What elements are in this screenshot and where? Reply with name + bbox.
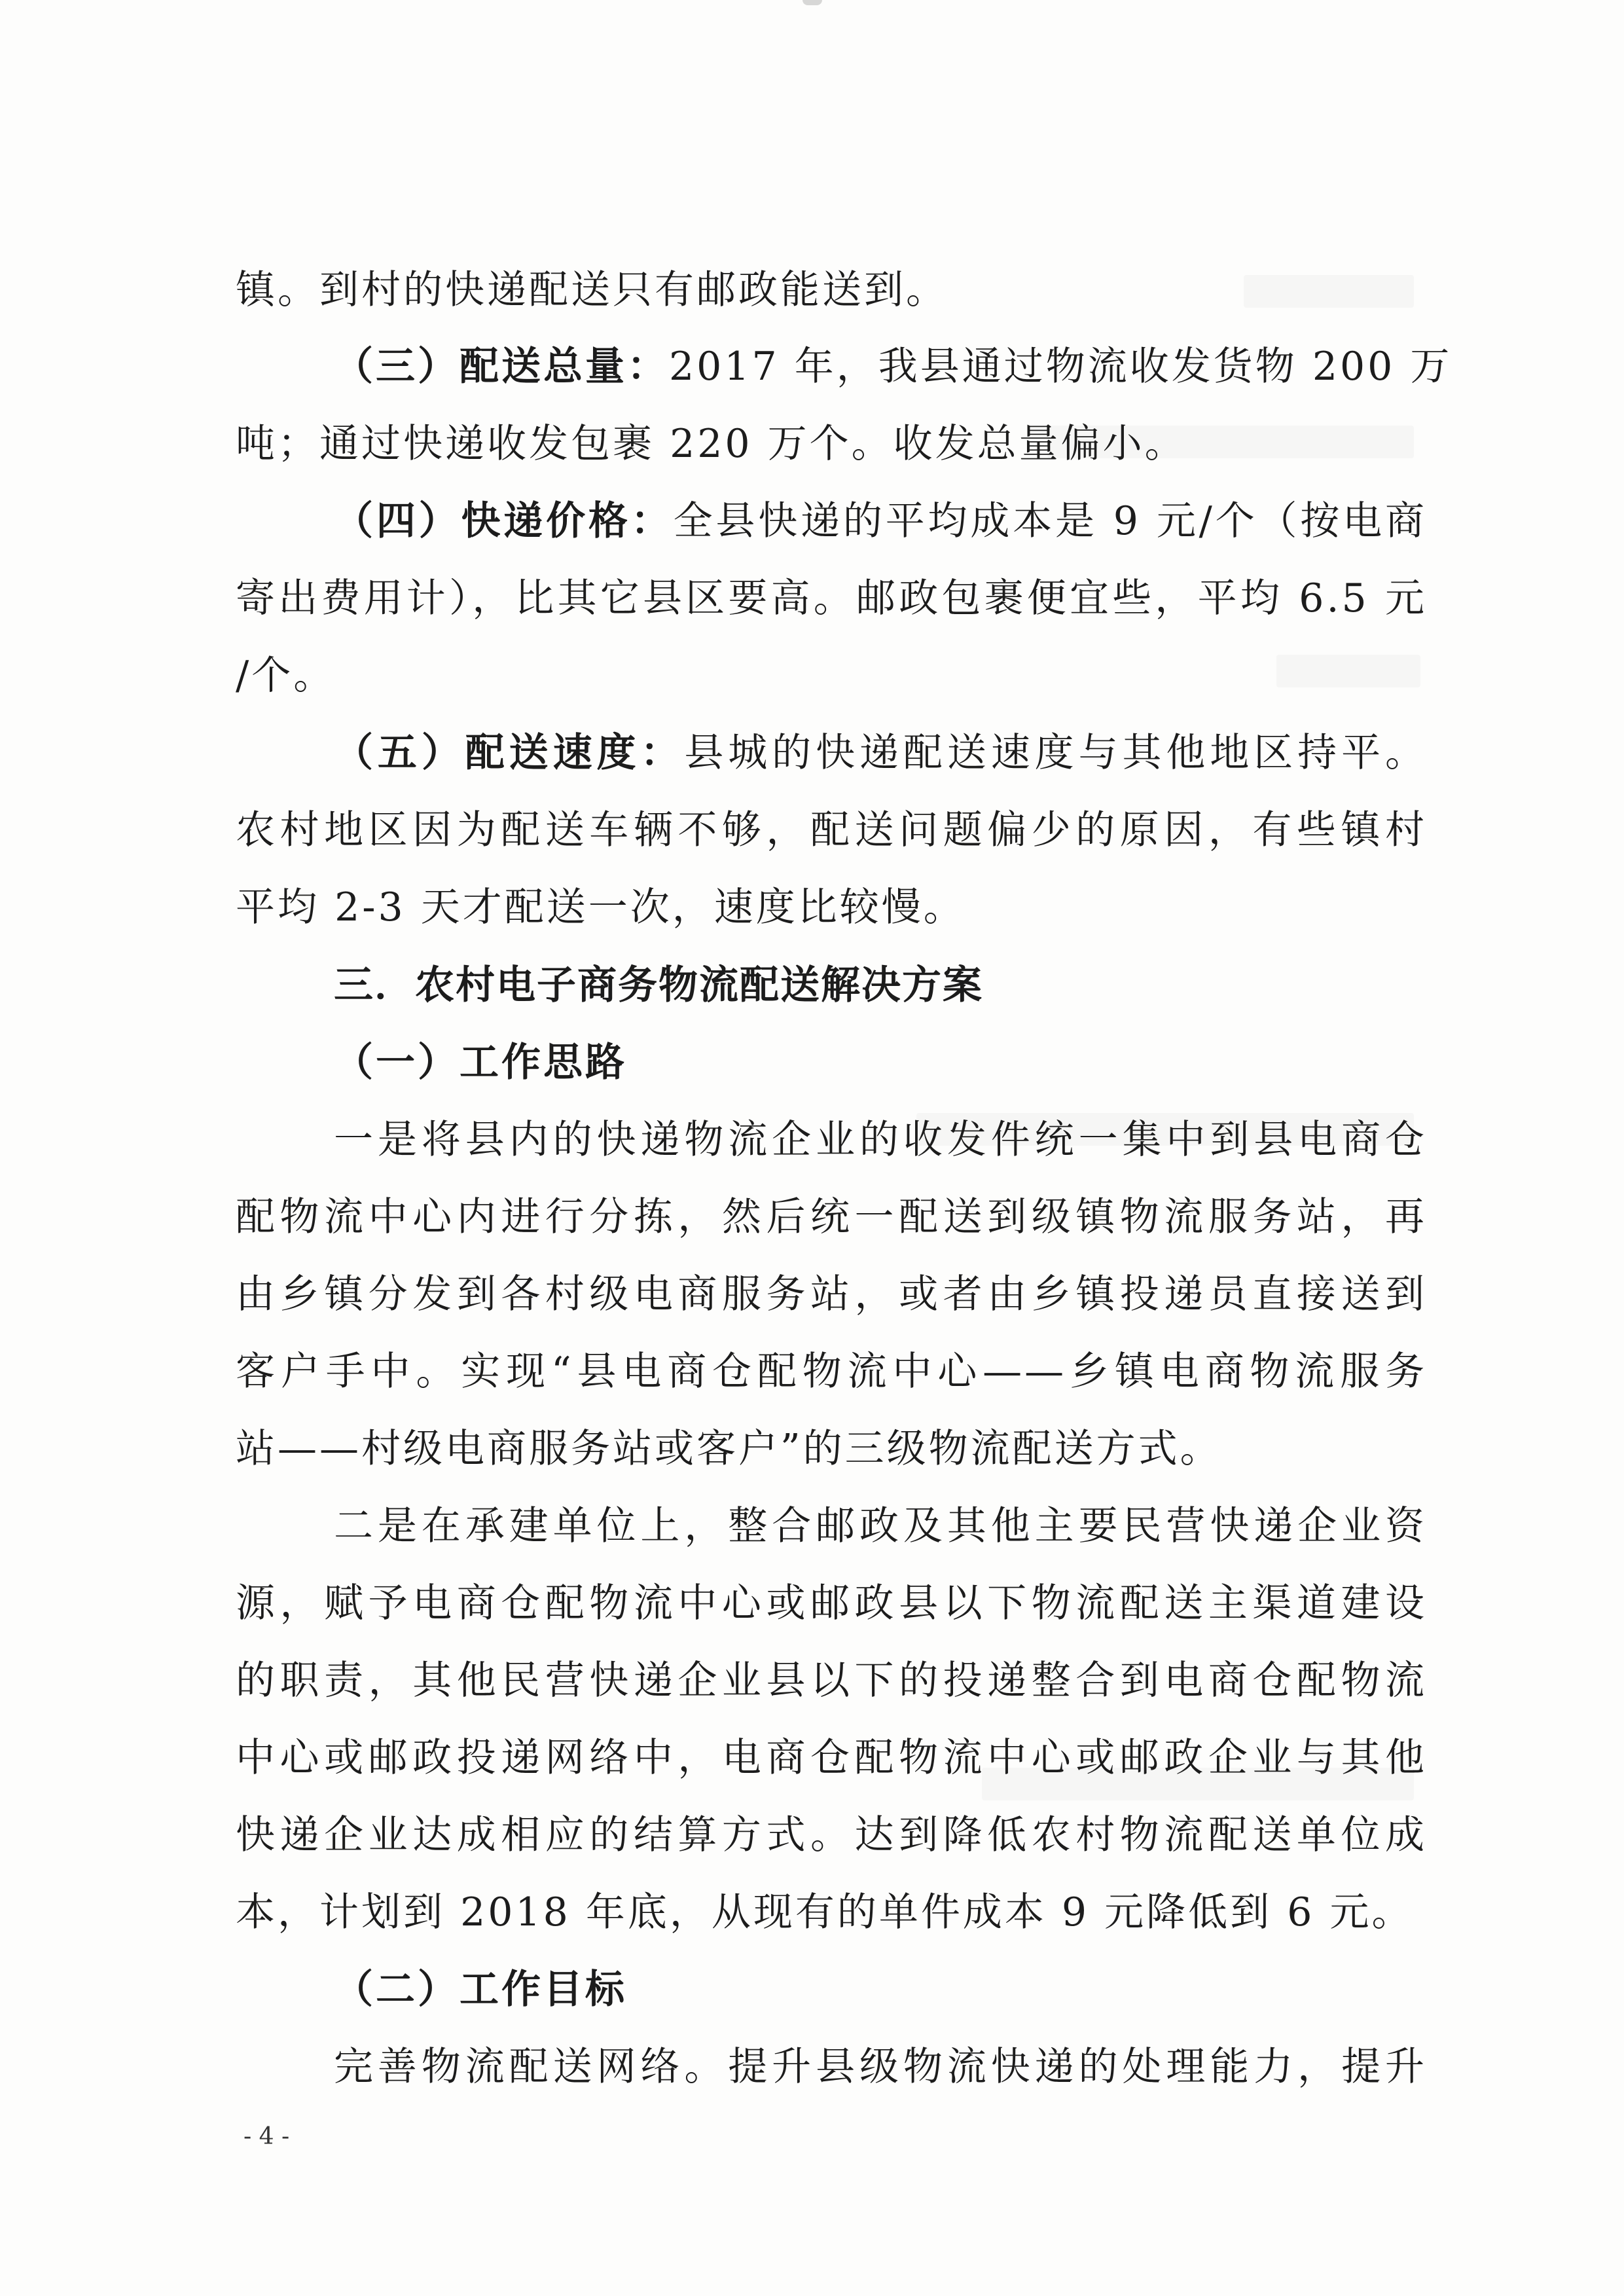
text-line [236, 572, 1427, 625]
line-text: 由乡镇分发到各村级电商服务站，或者由乡镇投递员直接送到 [236, 1271, 1427, 1317]
text-line [236, 1809, 1427, 1861]
line-text: 全县快递的平均成本是 9 元/个（按电商 [673, 498, 1427, 544]
heading-text: 三．农村电子商务物流配送解决方案 [334, 962, 983, 1008]
section-label: （三）配送总量： [334, 344, 669, 390]
page-number: - 4 - [244, 2123, 290, 2150]
line-text: 配物流中心内进行分拣，然后统一配送到级镇物流服务站，再 [236, 1194, 1427, 1240]
line-text: 的职责，其他民营快递企业县以下的投递整合到电商仓配物流 [236, 1658, 1427, 1704]
binding-mark [803, 0, 822, 5]
heading-text: （二）工作目标 [334, 1967, 627, 2013]
text-line [236, 1345, 1427, 1398]
line-text: 平均 2-3 天才配送一次，速度比较慢。 [236, 884, 965, 930]
line-text: 源，赋予电商仓配物流中心或邮政县以下物流配送主渠道建设 [236, 1580, 1427, 1626]
line-text: 本，计划到 2018 年底，从现有的单件成本 9 元降低到 6 元。 [236, 1889, 1414, 1935]
line-text: 镇。到村的快递配送只有邮政能送到。 [236, 267, 948, 313]
line-text: 中心或邮政投递网络中，电商仓配物流中心或邮政企业与其他 [236, 1735, 1427, 1781]
text-line [236, 418, 1427, 470]
line-text: 快递企业达成相应的结算方式。达到降低农村物流配送单位成 [236, 1812, 1427, 1858]
subsection-heading [334, 1036, 1427, 1089]
line-text: 完善物流配送网络。提升县级物流快递的处理能力，提升 [334, 2044, 1427, 2090]
text-line [334, 1114, 1427, 1166]
line-text: 县城的快递配送速度与其他地区持平。 [684, 730, 1428, 776]
line-text: /个。 [236, 653, 336, 699]
line-text: 二是在承建单位上，整合邮政及其他主要民营快递企业资 [334, 1503, 1427, 1549]
text-line [236, 1732, 1427, 1784]
text-line [236, 804, 1427, 856]
text-line [236, 1654, 1427, 1707]
text-line [236, 1268, 1427, 1321]
line-text: 寄出费用计），比其它县区要高。邮政包裹便宜些，平均 6.5 元 [236, 575, 1427, 621]
line-text: 一是将县内的快递物流企业的收发件统一集中到县电商仓 [334, 1117, 1427, 1163]
text-line [334, 727, 1427, 779]
section-heading [334, 959, 1427, 1011]
text-line [334, 495, 1427, 547]
heading-text: （一）工作思路 [334, 1040, 627, 1085]
subsection-heading [334, 1963, 1427, 2016]
line-text: 农村地区因为配送车辆不够，配送问题偏少的原因，有些镇村 [236, 807, 1427, 853]
line-text: 吨；通过快递收发包裹 220 万个。收发总量偏小。 [236, 421, 1187, 467]
line-text: 客户手中。实现“县电商仓配物流中心——乡镇电商物流服务 [236, 1349, 1427, 1394]
text-line [236, 1423, 1427, 1475]
text-line [236, 1886, 1427, 1939]
text-line [236, 649, 1427, 702]
text-line [236, 881, 1427, 934]
section-label: （五）配送速度： [334, 730, 685, 776]
text-line [236, 264, 1427, 316]
text-line [236, 1577, 1427, 1630]
section-label: （四）快递价格： [334, 498, 674, 544]
line-text: 站——村级电商服务站或客户”的三级物流配送方式。 [236, 1426, 1222, 1472]
text-line [334, 1500, 1427, 1552]
line-text: 2017 年，我县通过物流收发货物 200 万 [669, 344, 1453, 390]
text-line [334, 340, 1453, 393]
text-line [236, 1191, 1427, 1243]
text-line [334, 2041, 1427, 2093]
